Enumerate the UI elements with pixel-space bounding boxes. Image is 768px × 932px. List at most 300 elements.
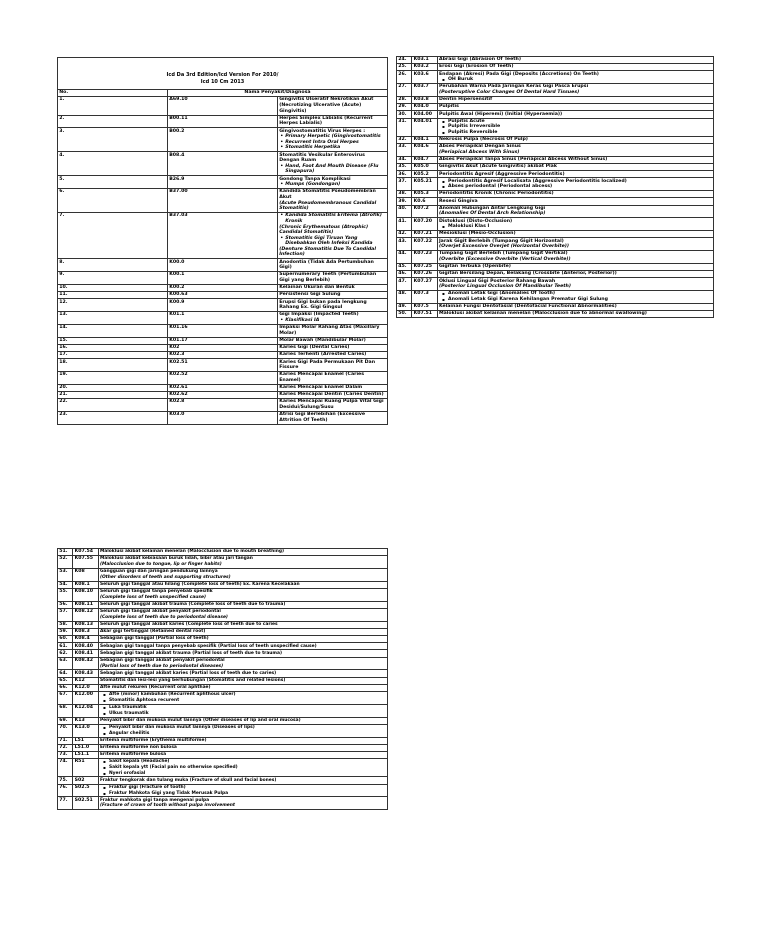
diagnosis-subtitle: (Partial loss of teeth due to periodontal diseases) xyxy=(99,663,224,669)
diagnosis-text: Abses Periapikal Dengan Sinus xyxy=(438,144,521,150)
icd-code: K03.8 xyxy=(412,96,437,103)
diagnosis-text: Persistensi Gigi Sulung xyxy=(279,292,341,298)
icd-code: K07.54 xyxy=(73,549,98,556)
table-row xyxy=(58,549,388,556)
table-row xyxy=(58,556,388,569)
table-row xyxy=(58,759,388,777)
diagnosis-name xyxy=(437,231,713,238)
diagnosis-name xyxy=(278,337,388,344)
bullet-item: ▪ Fraktur Mahkota Gigi yang Tidak Merusak Pulpa xyxy=(100,791,386,797)
bullet-item: ▪ Pulpitis Irreversible xyxy=(439,124,712,130)
icd-code: K08.4 xyxy=(73,636,98,643)
row-number: 40. xyxy=(397,205,412,218)
icd-code: K01.17 xyxy=(168,337,278,344)
diagnosis-name xyxy=(278,152,388,176)
table-row xyxy=(58,777,388,784)
diagnosis-subtitle: (Complete loss of teeth unspecified cause) xyxy=(99,594,207,600)
diagnosis-text: Gigitan Terbuka (Openbite) xyxy=(438,264,511,270)
diagnosis-name xyxy=(278,213,388,259)
table-row xyxy=(58,299,388,312)
diagnosis-name xyxy=(437,198,713,205)
diagnosis-name xyxy=(437,291,713,304)
icd-code: K03.7 xyxy=(412,84,437,97)
icd-code: K07.2 xyxy=(412,205,437,218)
bullet-item: ▪ Stomatitis Aphtosa recurent xyxy=(100,698,386,704)
bullet-item: ▪ Fraktur gigi (Fracture of tooth) xyxy=(100,785,386,791)
diagnosis-text: Perubahan Warna Pada Jaringan Keras Gigi Pasca Erupsi xyxy=(438,84,589,90)
row-number: 17. xyxy=(58,352,168,359)
diagnosis-text: Periodontitis Kronik (Chronic Periodontitis) xyxy=(438,191,554,197)
diagnosis-name xyxy=(98,601,387,608)
icd-code: K04.00 xyxy=(412,111,437,118)
table-row xyxy=(397,178,714,191)
icd-code: K0.6 xyxy=(412,198,437,205)
diagnosis-name xyxy=(278,384,388,391)
diagnosis-name xyxy=(98,724,387,737)
diagnosis-name xyxy=(278,411,388,424)
icd-code: K02.51 xyxy=(168,359,278,372)
table-title-line2: Icd 10 Cm 2013 xyxy=(200,78,245,85)
diagnosis-text: Fraktur mahkota gigi tanpa mengenai pulpa xyxy=(99,797,210,803)
table-row xyxy=(58,359,388,372)
diagnosis-table-2 xyxy=(396,56,714,318)
icd-code: K02.8 xyxy=(168,399,278,412)
row-number: 65. xyxy=(58,677,73,684)
table-row xyxy=(58,636,388,643)
table-row xyxy=(397,251,714,264)
icd-code: K12 xyxy=(73,677,98,684)
bullet-item: ▪ Sakit kepala (Headache) xyxy=(100,759,386,765)
table-row xyxy=(58,568,388,581)
row-number: 45. xyxy=(397,263,412,270)
bullet-item: ▪ OH Buruk xyxy=(439,77,712,83)
diagnosis-name xyxy=(437,271,713,278)
diagnosis-name xyxy=(278,97,388,115)
diagnosis-text: Eritema multiforme non bulosa xyxy=(99,744,177,750)
table-row xyxy=(397,71,714,84)
row-number: 2. xyxy=(58,115,168,128)
diagnosis-name xyxy=(98,568,387,581)
diagnosis-subtitle: (Complete loss of teeth due to periodontal disease) xyxy=(99,614,228,620)
icd-code: K01.16 xyxy=(168,324,278,337)
icd-code: K07.5 xyxy=(412,303,437,310)
row-number: 11. xyxy=(58,292,168,299)
diagnosis-name xyxy=(437,251,713,264)
diagnosis-text: Dentin Hipersensitif xyxy=(438,97,493,103)
row-number: 30. xyxy=(397,111,412,118)
table-row xyxy=(58,670,388,677)
row-number: 72. xyxy=(58,744,73,751)
icd-code: K04.01 xyxy=(412,118,437,136)
row-number: 43. xyxy=(397,238,412,251)
diagnosis-text: Karies Gigi Pada Permukaan Pit Dan Fissure xyxy=(279,359,376,371)
icd-code: K12.04 xyxy=(73,704,98,717)
table-row xyxy=(58,601,388,608)
row-number: 55. xyxy=(58,588,73,601)
table-2-body xyxy=(397,57,714,318)
diagnosis-name xyxy=(437,164,713,171)
row-number: 1. xyxy=(58,97,168,115)
row-number: 25. xyxy=(397,64,412,71)
diagnosis-name xyxy=(278,284,388,291)
row-number: 53. xyxy=(58,568,73,581)
diagnosis-text: Sebagian gigi tanggal tanpa penyebab spesifik (Partial loss of teeth unspecified cause) xyxy=(99,643,317,649)
table-row xyxy=(397,164,714,171)
diagnosis-subtitle: (Overbite (Excessive Overbite (Vertical Overbite)) xyxy=(438,256,571,262)
table-3-body xyxy=(58,549,388,810)
bullet-item: • Kandida Stomatitis Eritema (Atrofik) Kronik xyxy=(279,213,386,224)
table-row xyxy=(58,684,388,691)
row-number: 28. xyxy=(397,96,412,103)
diagnosis-name xyxy=(98,588,387,601)
icd-code: K03.1 xyxy=(412,57,437,64)
diagnosis-name xyxy=(437,96,713,103)
icd-code: K08 xyxy=(73,568,98,581)
row-number: 13. xyxy=(58,312,168,325)
row-number: 61. xyxy=(58,643,73,650)
diagnosis-text: Gingivitis Ulseratif Nekrotikan Akut (Necrotizing Ulcerative (Acute) Gingivitis) xyxy=(279,97,374,114)
table-row xyxy=(397,136,714,143)
icd-code: K07.21 xyxy=(412,231,437,238)
diagnosis-name xyxy=(437,57,713,64)
row-number: 57. xyxy=(58,608,73,621)
icd-code: K08.3 xyxy=(73,628,98,635)
diagnosis-name xyxy=(437,71,713,84)
table-row xyxy=(58,399,388,412)
diagnosis-name xyxy=(278,189,388,213)
diagnosis-name xyxy=(278,115,388,128)
table-row xyxy=(58,152,388,176)
icd-code: K00.1 xyxy=(168,272,278,285)
icd-code: K13.0 xyxy=(73,724,98,737)
table-row xyxy=(397,278,714,291)
diagnosis-text: Akar gigi tertinggal (Retained dental root) xyxy=(99,629,206,635)
diagnosis-name xyxy=(437,156,713,163)
diagnosis-text: Erupsi Gigi bukan pada lengkung Rahang Ex. Gigi Gingsul xyxy=(279,299,367,311)
diagnosis-name xyxy=(437,144,713,157)
row-number: 64. xyxy=(58,670,73,677)
row-number: 37. xyxy=(397,178,412,191)
table-row xyxy=(397,96,714,103)
diagnosis-name xyxy=(278,176,388,189)
diagnosis-name xyxy=(437,191,713,198)
diagnosis-text: Resesi Gingiva xyxy=(438,198,478,204)
table-row xyxy=(397,118,714,136)
icd-code: K04.7 xyxy=(412,156,437,163)
icd-code: K08.13 xyxy=(73,621,98,628)
icd-code: K07.22 xyxy=(412,238,437,251)
diagnosis-name xyxy=(437,218,713,231)
table-row xyxy=(58,372,388,385)
icd-code: K08.11 xyxy=(73,601,98,608)
icd-code: L51 xyxy=(73,737,98,744)
diagnosis-text: Seluruh gigi tanggal akibat penyakit periodontal xyxy=(99,609,221,615)
diagnosis-name xyxy=(98,643,387,650)
table-row xyxy=(397,57,714,64)
row-number: 68. xyxy=(58,704,73,717)
diagnosis-text: Maloklusi akibat kelainan menelan (Malocclusion due to abnormal swallowing) xyxy=(438,311,647,317)
row-number: 52. xyxy=(58,556,73,569)
diagnosis-text: Abses Periapikal Tanpa Sinus (Periapical Abcess Without Sinus) xyxy=(438,157,608,163)
icd-code: B00.11 xyxy=(168,115,278,128)
table-row xyxy=(397,311,714,318)
row-number: 62. xyxy=(58,650,73,657)
diagnosis-text: Maloklusi akibat kelainan menelan (Malocclusion due to mouth breathing) xyxy=(99,549,285,555)
diagnosis-text: Karies Mencapai Ruang Pulpa Vital Gigi Desidui/Sulung/Susu xyxy=(279,399,384,411)
table-row xyxy=(58,337,388,344)
row-number: 63. xyxy=(58,657,73,670)
diagnosis-name xyxy=(98,797,387,810)
row-number: 15. xyxy=(58,337,168,344)
diagnosis-text: Karies Mencapai Dentin (Caries Dentin) xyxy=(279,392,384,398)
diagnosis-text: Karies Gigi (Dental Caries) xyxy=(279,345,350,351)
icd-code: K05.2 xyxy=(412,171,437,178)
diagnosis-name xyxy=(437,303,713,310)
diagnosis-text: Sebagian gigi tanggal (Partial loss of teeth) xyxy=(99,636,209,642)
table-row xyxy=(58,344,388,351)
diagnosis-name xyxy=(98,636,387,643)
table-row xyxy=(58,691,388,704)
diagnosis-table-1 xyxy=(57,57,388,425)
icd-code: K00.63 xyxy=(168,292,278,299)
diagnosis-name xyxy=(437,104,713,111)
diagnosis-name xyxy=(437,171,713,178)
diagnosis-text: Oklusi Lingual Gigi Posterior Rahang Bawah xyxy=(438,278,556,284)
table-row xyxy=(397,263,714,270)
diagnosis-text: Gingivitis Akut (Acute Gingivitis) akibat Plak xyxy=(438,164,557,170)
row-number: 70. xyxy=(58,724,73,737)
table-row xyxy=(58,176,388,189)
row-number: 36. xyxy=(397,171,412,178)
diagnosis-name xyxy=(98,717,387,724)
icd-code: K03.6 xyxy=(412,71,437,84)
table-row xyxy=(58,650,388,657)
diagnosis-text: Atrisi Gigi Berlebihan (Excessive Attrition Of Teeth) xyxy=(279,412,366,423)
table-row xyxy=(397,218,714,231)
icd-code: S02.51 xyxy=(73,797,98,810)
diagnosis-text: Penyakit bibir dan mukosa mulut lainnya (Other diseases of lip and oral mucosa) xyxy=(99,717,301,723)
table-row xyxy=(58,628,388,635)
diagnosis-text: Gingivostomatitis Virus Herpes : xyxy=(279,128,366,134)
diagnosis-subtitle: (Fracture of crown of tooth without pulpa involvement xyxy=(99,803,235,809)
row-number: 4. xyxy=(58,152,168,176)
icd-code: A69.10 xyxy=(168,97,278,115)
icd-code: K07.26 xyxy=(412,271,437,278)
table-row xyxy=(397,144,714,157)
icd-code: K04.0 xyxy=(412,104,437,111)
table-row xyxy=(397,171,714,178)
diagnosis-text: Distoklusi (Disto-Occlusion) xyxy=(438,218,513,224)
row-number: 8. xyxy=(58,259,168,272)
bullet-item: • Primary Herpetic (Gingivostomatitis xyxy=(279,134,386,140)
icd-code: B26.9 xyxy=(168,176,278,189)
diagnosis-name xyxy=(98,751,387,758)
row-number: 51. xyxy=(58,549,73,556)
row-number: 60. xyxy=(58,636,73,643)
diagnosis-text: Herpes Simplex Labialis (Recurrent Herpes Labialis) xyxy=(279,115,373,127)
diagnosis-name xyxy=(278,399,388,412)
icd-code: K07.27 xyxy=(412,278,437,291)
icd-code: K02.52 xyxy=(168,372,278,385)
table-row xyxy=(58,384,388,391)
diagnosis-subtitle: (Malocclusion due to tongue, lip or finger habits) xyxy=(99,562,222,568)
diagnosis-text: Afte mulut rekuren (Recurrent oral aphthae) xyxy=(99,685,211,691)
table-row xyxy=(58,784,388,797)
table-row xyxy=(58,352,388,359)
row-number: 16. xyxy=(58,344,168,351)
diagnosis-text: Impaksi Molar Rahang Atas (Maxillary Molar) xyxy=(279,325,380,336)
row-number: 7. xyxy=(58,213,168,259)
row-number: 20. xyxy=(58,384,168,391)
diagnosis-text: Gigitan Bersilang Depan, Belakang (Crossbite (Anterior, Posterior)) xyxy=(438,271,617,277)
icd-code: K08.43 xyxy=(73,670,98,677)
bullet-item: ▪ Nyeri orofasial xyxy=(100,771,386,777)
bullet-item: ▪ Anomali Letak Gigi Karena Kehilangan Prematur Gigi Sulung xyxy=(439,297,712,303)
icd-code: B08.4 xyxy=(168,152,278,176)
table-row xyxy=(58,284,388,291)
table-row xyxy=(58,677,388,684)
diagnosis-name xyxy=(278,292,388,299)
icd-code: S02.5 xyxy=(73,784,98,797)
diagnosis-name xyxy=(278,324,388,337)
diagnosis-text: Kelainan Ukuran dan Bentuk xyxy=(279,285,355,291)
row-number: 34. xyxy=(397,156,412,163)
icd-code: B37.00 xyxy=(168,189,278,213)
bullet-item: • Stomatitis Gigi Tiruan Yang Disebabkan Oleh Infeksi Kandida xyxy=(279,236,386,247)
row-number: 22. xyxy=(58,399,168,412)
icd-code: K07.20 xyxy=(412,218,437,231)
row-number: 67. xyxy=(58,691,73,704)
icd-code: K02 xyxy=(168,344,278,351)
diagnosis-name xyxy=(98,556,387,569)
bullet-item: ▪ Ulkus traumatik xyxy=(100,711,386,717)
table-row xyxy=(397,111,714,118)
row-number: 44. xyxy=(397,251,412,264)
icd-code: S02 xyxy=(73,777,98,784)
diagnosis-text: Seluruh gigi tanggal tanpa penyebab spesifik xyxy=(99,589,213,595)
table-title xyxy=(58,58,388,90)
table-row xyxy=(58,717,388,724)
table-row xyxy=(58,588,388,601)
diagnosis-text: Abrasi Gigi (Abrasion Of Teeth) xyxy=(438,57,521,63)
diagnosis-name xyxy=(437,64,713,71)
row-number: 10. xyxy=(58,284,168,291)
diagnosis-text: Sebagian gigi tanggal akibat penyakit periodontal xyxy=(99,657,225,663)
table-row xyxy=(397,231,714,238)
bullet-item: • Hand, Foot And Mouth Disease (Flu Singapura) xyxy=(279,164,386,175)
diagnosis-name xyxy=(98,704,387,717)
table-row xyxy=(397,104,714,111)
icd-code: K07.51 xyxy=(412,311,437,318)
diagnosis-name xyxy=(98,621,387,628)
diagnosis-text: Eritema multiforme bulosa xyxy=(99,752,167,758)
diagnosis-name xyxy=(98,784,387,797)
diagnosis-subtitle: (Posteruptive Color Changes Of Dental Hard Tissues) xyxy=(438,90,580,96)
table-row xyxy=(58,115,388,128)
diagnosis-subtitle: (Denture Stomatitis Due To Candidal Infection) xyxy=(279,246,376,258)
diagnosis-name xyxy=(278,352,388,359)
table-row xyxy=(58,272,388,285)
bullet-item: • Recurrent Intra Oral Herpes xyxy=(279,140,386,146)
diagnosis-text: Seluruh gigi tanggal akibat karies (Complete loss of teeth due to caries xyxy=(99,621,278,627)
row-number: 18. xyxy=(58,359,168,372)
diagnosis-name xyxy=(98,759,387,777)
diagnosis-name xyxy=(98,581,387,588)
table-row xyxy=(397,205,714,218)
row-number: 21. xyxy=(58,391,168,398)
diagnosis-name xyxy=(98,737,387,744)
diagnosis-name xyxy=(98,657,387,670)
table-row xyxy=(58,581,388,588)
row-number: 47. xyxy=(397,278,412,291)
diagnosis-text: Mesioklusi (Mesio-Occlusion) xyxy=(438,231,516,237)
diagnosis-subtitle: (Periapical Abcess With Sinus) xyxy=(438,149,520,155)
diagnosis-name xyxy=(98,684,387,691)
row-number: 3. xyxy=(58,128,168,152)
diagnosis-subtitle: (Acute Pseudomembranous Candidal Stomatitis) xyxy=(279,200,377,212)
row-number: 19. xyxy=(58,372,168,385)
diagnosis-name xyxy=(278,359,388,372)
row-number: 5. xyxy=(58,176,168,189)
diagnosis-text: Karies Mencapai Enamel (Caries Enamel) xyxy=(279,372,365,383)
diagnosis-text: Anodontia (Tidak Ada Pertumbuhan Gigi) xyxy=(279,259,374,271)
icd-code: K12.0 xyxy=(73,684,98,691)
diagnosis-text: Seluruh gigi tanggal atau hilang (Complete loss of teeth) Ex. Karena Kecelakaan xyxy=(99,582,300,588)
row-number: 41. xyxy=(397,218,412,231)
bullet-item: ▪ Anomali Letak Gigi (Anomalies Of Tooth) xyxy=(439,291,712,297)
table-row xyxy=(397,271,714,278)
diagnosis-text: Nekrosis Pulpa (Necrosis Of Pulp) xyxy=(438,137,528,143)
row-number: 48. xyxy=(397,291,412,304)
row-number: 56. xyxy=(58,601,73,608)
icd-code: K02.62 xyxy=(168,391,278,398)
icd-code: K08.40 xyxy=(73,643,98,650)
diagnosis-text: Periodontitis Agresif (Aggressive Periodontitis) xyxy=(438,171,565,177)
icd-code: K07.55 xyxy=(73,556,98,569)
row-number: 12. xyxy=(58,299,168,312)
diagnosis-name xyxy=(437,178,713,191)
icd-code: K00.9 xyxy=(168,299,278,312)
icd-code: K07.23 xyxy=(412,251,437,264)
diagnosis-name xyxy=(437,118,713,136)
row-number: 9. xyxy=(58,272,168,285)
table-row xyxy=(58,128,388,152)
table-row xyxy=(58,724,388,737)
icd-code: K04.1 xyxy=(412,136,437,143)
icd-code: K08.42 xyxy=(73,657,98,670)
table-row xyxy=(58,621,388,628)
row-number: 6. xyxy=(58,189,168,213)
icd-code: K08.1 xyxy=(73,581,98,588)
icd-code: K05.0 xyxy=(412,164,437,171)
icd-code: K03.0 xyxy=(168,411,278,424)
diagnosis-name xyxy=(437,205,713,218)
row-number: 69. xyxy=(58,717,73,724)
icd-code: K08.12 xyxy=(73,608,98,621)
diagnosis-text: Erosi Gigi (Erosion Of Teeth) xyxy=(438,64,514,70)
table-row xyxy=(58,608,388,621)
bullet-item: ▪ Periodontitis Agresif Localisata (Aggressive Periodontitis localized) xyxy=(439,179,712,185)
diagnosis-name xyxy=(437,111,713,118)
table-row xyxy=(58,324,388,337)
diagnosis-subtitle: (Anomalies Of Dental Arch Relationship) xyxy=(438,211,546,217)
bullet-item: ▪ Pulpitis Acute xyxy=(439,119,712,125)
diagnosis-name xyxy=(98,608,387,621)
diagnosis-text: Anomali Hubungan Antar Lengkung Gigi xyxy=(438,205,546,211)
table-row xyxy=(397,191,714,198)
diagnosis-name xyxy=(437,311,713,318)
icd-code: K01.1 xyxy=(168,312,278,325)
